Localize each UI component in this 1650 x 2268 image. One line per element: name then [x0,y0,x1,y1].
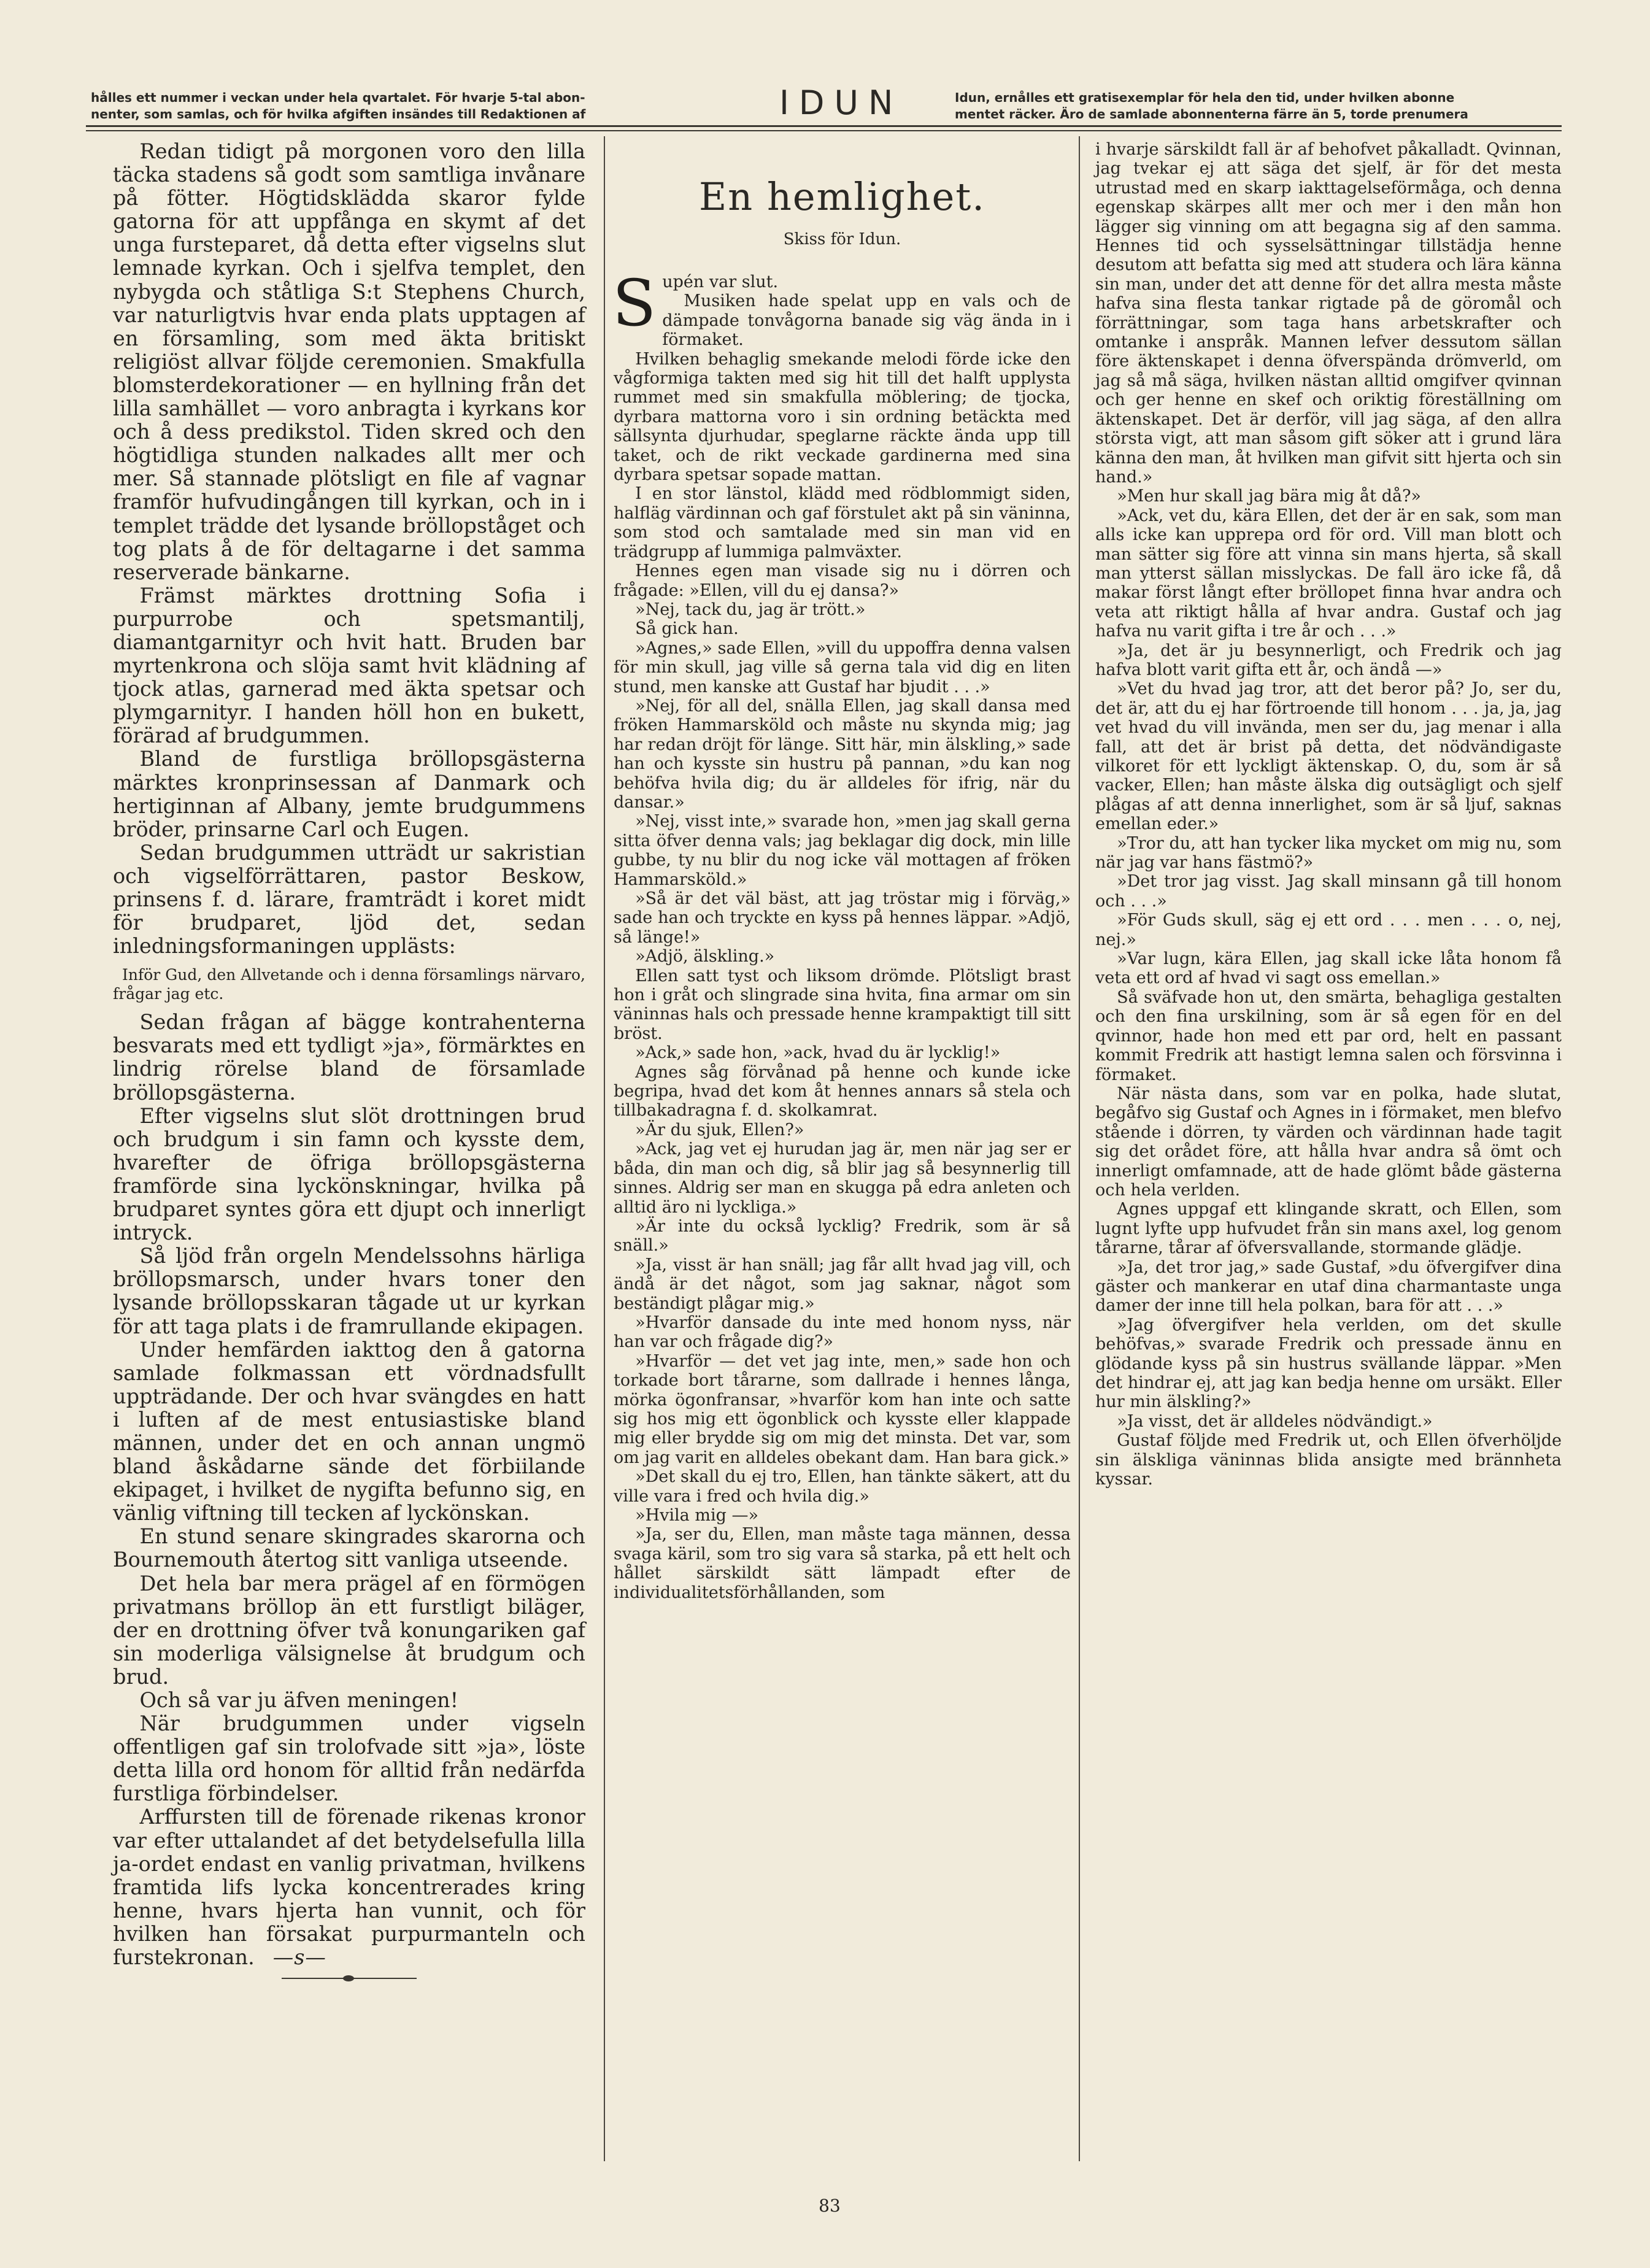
paragraph: »Tror du, att han tycker lika mycket om mig nu, som när jag var hans fästmö?» [1095,833,1562,873]
paragraph: Så gick han. [635,619,739,639]
paragraph: Redan tidigt på morgonen voro den lilla täcka stadens så godt som samtliga invånare på fötter. Högtidsklädda skaror fylde gatorna för att uppfånga en skymt af det unga fursteparet, då detta efter vigselns slut lemnade kyrkan. Och i sjelfva templet, den nybygda och ståtliga S:t Stephens Church, var naturligtvis hvar enda plats upptagen af en församling, som med äkta britiskt religiöst allvar följde ceremonien. Smakfulla blomsterdekorationer — en hyllning från det lilla samhället — voro anbragta i kyrkans kor och å dess predikstol. Tiden skred och den högtidliga stunden nalkades allt mer och mer. Så stannade plötsligt en file af vagnar framför hufvudingången till kyrkan, och in i templet trädde det lysande bröllopståget och tog plats å de för deltagarne i det samma reserverade bänkarne. [113,139,585,584]
drop-cap: S [612,266,657,341]
story-title: En hemlighet. [699,174,985,219]
paragraph: »Ack, jag vet ej hurudan jag är, men när jag ser er båda, din man och dig, så blir jag så besynnerlig till sinnes. Aldrig ser man en skugga på edra anleten och alltid äro ni lyckliga.» [614,1140,1071,1217]
paragraph: Musiken hade spelat upp en vals och de dämpade tonvågorna banade sig väg ända in i förmaket. [662,291,1071,350]
paragraph: Efter vigselns slut slöt drottningen brud och brudgum i sin famn och kysste dem, hvarefter de öfriga bröllopsgästerna framförde sina lyckönskningar, hvilka på brudparet syntes göra ett djupt och innerligt intryck. [113,1103,585,1245]
paragraph: »Hvarför dansade du inte med honom nyss, när han var och frågade dig?» [614,1313,1071,1352]
paragraph: När nästa dans, som var en polka, hade slutat, begåfvo sig Gustaf och Agnes in i förmaket, men blefvo stående i dörren, ty värden och värdinnan hade tagit sig det orådet före, att hålla hvar andra så ömt och innerligt omfamnade, att de hade glömt både gästerna och hela verlden. [1095,1084,1562,1200]
paragraph: »Men hur skall jag bära mig åt då?» [1117,487,1421,506]
paragraph: Agnes såg förvånad på henne och kunde icke begripa, hvad det kom åt hennes annars så stela och tillbakadragna f. d. skolkamrat. [614,1062,1071,1120]
paragraph: »Var lugn, kära Ellen, jag skall icke låta honom få veta ett ord af hvad vi sagt oss emellan.» [1095,949,1562,988]
opening-text: upén var slut. [662,272,779,291]
paragraph: »Hvila mig —» [635,1506,758,1525]
paragraph: Och så var ju äfven meningen! [139,1688,459,1712]
paragraph: Agnes uppgaf ett klingande skratt, och Ellen, som lugnt lyfte upp hufvudet från sin mans axel, log genom tårarne, tårar af öfversvallande, stormande glädje. [1095,1200,1562,1258]
vow-quote: Inför Gud, den Allvetande och i denna församlings närvaro, frågar jag etc. [113,966,585,1003]
paragraph: »För Guds skull, säg ej ett ord . . . men . . . o, nej, nej.» [1095,911,1562,949]
column-3-story-continued [1095,140,1562,1489]
paragraph: »Det tror jag visst. Jag skall minsann gå till honom och . . .» [1095,872,1562,911]
paragraph: Så sväfvade hon ut, den smärta, behagliga gestalten och den fina urskilning, som är så egen för en del qvinnor, hade hon med ett par ord, helt en passant kommit Fredrik att hastigt lemna salen och försvinna i förmaket. [1095,987,1562,1084]
paragraph: »Ja, visst är han snäll; jag får allt hvad jag vill, och ändå är det något, som jag saknar, något som beständigt plågar mig.» [614,1255,1071,1313]
paragraph: Det hela bar mera prägel af en förmögen privatmans bröllop än ett furstligt biläger, der en drottning öfver två konungariken gaf sin moderliga välsignelse åt brudgum och brud. [113,1571,585,1689]
paragraph: »Det skall du ej tro, Ellen, han tänkte säkert, att du ville vara i fred och hvila dig.» [614,1467,1071,1506]
article-end-ornament [282,1978,417,1979]
paragraph: »Adjö, älskling.» [635,947,775,966]
paragraph: »Så är det väl bäst, att jag tröstar mig i förväg,» sade han och tryckte en kyss på hennes läppar. »Adjö, så länge!» [614,889,1071,947]
header-rule-thin [86,130,1562,131]
paragraph: »Ja, ser du, Ellen, man måste taga männen, dessa svaga käril, som tro sig vara så starka, på ett helt och hållet särskildt sätt lämpadt efter de individualitetsförhållanden, som [614,1525,1071,1602]
paragraph: »Ja visst, det är alldeles nödvändigt.» [1117,1411,1433,1431]
paragraph: Gustaf följde med Fredrik ut, och Ellen öfverhöljde sin älskliga väninnas blida ansigte med brännheta kyssar. [1095,1431,1562,1489]
paragraph: »Hvarför — det vet jag inte, men,» sade hon och torkade bort tårarne, som dallrade i hennes långa, mörka ögonfransar, »hvarför kom han inte och satte sig hos mig ett ögonblick och kysste eller klappade mig eller brydde sig om mig det minsta. Det var, som om jag varit en alldeles obekant dam. Han bara gick.» [614,1351,1071,1467]
header-left-line-2: nenter, som samlas, och för hvilka afgiften insändes till Redaktionen af [91,107,586,122]
header-left-line-1: hålles ett nummer i veckan under hela qvartalet. För hvarje 5-tal abon- [91,90,585,105]
paragraph: Hennes egen man visade sig nu i dörren och frågade: »Ellen, vill du ej dansa?» [614,561,1071,600]
masthead-title: IDUN [779,83,903,122]
paragraph: En stund senare skingrades skarorna och Bournemouth återtog sitt vanliga utseende. [113,1524,585,1572]
paragraph: Bland de furstliga bröllopsgästerna märktes kronprinsessan af Danmark och hertiginnan af Albany, jemte brudgummens bröder, prinsarne Carl och Eugen. [113,747,585,841]
paragraph: i hvarje särskildt fall är af behofvet påkalladt. Qvinnan, jag tvekar ej att säga det sjelf, är för det mesta utrustad med en skarp iakttagelseförmåga, och denna egenskap skärpes allt mer och mer i den mån hon lägger sig vinning om att begagna sig af den samma. Hennes tid och sysselsättningar tillstädja henne desutom att befatta sig med att studera och lära känna sin man, under det att denne för det allra mesta måste hafva sina flesta tankar rigtade på de göromål och förrättningar, som taga hans arbetskrafter och omtanke i anspråk. Mannen lefver dessutom sällan före äktenskapet i denna öfverspända drömverld, om jag så må säga, hvilken nästan alltid omgifver qvinnan och ger henne en skef och oriktig föreställning om äktenskapet. Det är derför, vill jag säga, af den allra största vigt, att man såsom gift söker att i grund lära känna den man, åt hvilken man gifvit sitt hjerta och sin hand.» [1095,140,1562,487]
column-divider-1 [604,136,605,2161]
paragraph: Främst märktes drottning Sofia i purpurrobe och spetsmantilj, diamantgarnityr och hvit hatt. Bruden bar myrtenkrona och slöja samt hvit klädning af tjock atlas, garnerad med äkta spetsar och plymgarnityr. I handen höll hon en bukett, förärad af brudgummen. [113,583,585,748]
header-left-notice [91,90,585,123]
header-right-line-2: mentet räcker. Äro de samlade abonnenterna färre än 5, torde prenumera [955,107,1468,122]
paragraph [113,1805,585,1969]
paragraph: »Är inte du också lycklig? Fredrik, som är så snäll.» [614,1216,1071,1256]
paragraph: Så ljöd från orgeln Mendelssohns härliga bröllopsmarsch, under hvars toner den lysande bröllopsskaran tågade ut ur kyrkan för att taga plats i de framrullande ekipagen. [113,1244,585,1338]
paragraph: »Ja, det är ju besynnerligt, och Fredrik och jag hafva blott varit gifta ett år, och ändå —» [1095,641,1562,679]
paragraph: Under hemfärden iakttog den å gatorna samlade folkmassan ett vördnadsfullt uppträdande. Der och hvar svängdes en hatt i luften af de mest entusiastiske bland männen, under det en och annan ungmö bland åskådarne sände det förbiilande ekipaget, i hvilket de nygifta befunno sig, en vänlig viftning till tecken af lyckönskan. [113,1337,585,1526]
paragraph: »Vet du hvad jag tror, att det beror på? Jo, ser du, det är, att du ej har förtroende till honom . . . ja, ja, jag vet hvad du vill invända, men ser du, jag menar i alla fall, att det är brist på detta, det nödvändigaste vilkoret för ett lyckligt äktenskap. O, du, som är så vacker, Ellen; han måste älska dig outsägligt och sjelf plågas af att denna innerlighet, som är så ljuf, saknas emellan eder.» [1095,679,1562,834]
paragraph: »Jag öfvergifver hela verlden, om det skulle behöfvas,» svarade Fredrik och pressade ännu en glödande kyss på sin hustrus svällande läppar. »Men det hindrar ej, att jag kan bedja henne om ursäkt. Eller hur min älskling?» [1095,1315,1562,1412]
paragraph: »Nej, visst inte,» svarade hon, »men jag skall gerna sitta öfver denna vals; jag beklagar dig dock, min lille gubbe, ty nu blir du nog icke väl mottagen af fröken Hammarsköld.» [614,812,1071,889]
paragraph: »Nej, för all del, snälla Ellen, jag skall dansa med fröken Hammarsköld och måste nu skynda mig; jag har redan dröjt för länge. Sitt här, min älskling,» sade han och kysste sin hustru på pannan, »du kan nog behöfva hvila dig; du är alldeles för ifrig, när du dansar.» [614,696,1071,812]
page-number: 83 [819,2196,841,2216]
paragraph: »Ack,» sade hon, »ack, hvad du är lycklig!» [635,1043,1001,1063]
header-rule-thick [86,125,1562,127]
header-right-notice [955,90,1468,123]
author-signature: —s— [272,1945,326,1970]
paragraph-text: Arffursten till de förenade rikenas kronor var efter uttalandet af det betydelsefulla lilla ja-ordet endast en vanlig privatman, hvilkens framtida lifs lycka koncentrerades kring henne, hvars hjerta han vunnit, och för hvilken han försakat purpurmanteln och furstekronan. [113,1805,585,1970]
paragraph: I en stor länstol, klädd med rödblommigt siden, halfläg värdinnan och gaf förstulet akt på sin väninna, som stod och samtalade med sin man vid en trädgrupp af lummiga palmväxter. [614,484,1071,561]
paragraph: Ellen satt tyst och liksom drömde. Plötsligt brast hon i gråt och slingrade sina hvita, fina armar om sin väninnas hals och pressade henne krampaktigt till sitt bröst. [614,966,1071,1043]
paragraph: Sedan brudgummen utträdt ur sakristian och vigselförrättaren, pastor Beskow, prinsens f. d. lärare, framträdt i koret midt för brudparet, ljöd det, sedan inledningsformaningen upplästs: [113,840,585,958]
column-divider-2 [1079,136,1080,2161]
paragraph: Hvilken behaglig smekande melodi förde icke den vågformiga takten med sig hit till det halft upplysta rummet med sin smakfulla möblering; de tjocka, dyrbara mattorna voro i sin ordning betäckta med sällsynta djurhudar, speglarne räckte ända upp till taket, och de rikt veckade gardinerna med sina dyrbara spetsar sopade mattan. [614,349,1071,485]
paragraph: När brudgummen under vigseln offentligen gaf sin trolofvade sitt »ja», löste detta lilla ord honom för alltid från nedärfda furstliga förbindelser. [113,1711,585,1806]
story-subtitle: Skiss för Idun. [783,230,901,249]
paragraph: »Ja, det tror jag,» sade Gustaf, »du öfvergifver dina gäster och mankerar en utaf dina charmantaste unga damer der inne till hela polkan, bara för att . . .» [1095,1257,1562,1316]
paragraph: »Agnes,» sade Ellen, »vill du uppoffra denna valsen för min skull, jag ville så gerna tala vid dig en liten stund, men kanske att Gustaf har bjudit . . .» [614,638,1071,696]
header-right-line-1: Idun, ernålles ett gratisexemplar för hela den tid, under hvilken abonne [955,90,1455,105]
paragraph: »Är du sjuk, Ellen?» [635,1120,804,1140]
column-2-story [614,145,1071,1602]
paragraph: Sedan frågan af bägge kontrahenterna besvarats med ett tydligt »ja», förmärktes en lindrig rörelse bland de församlade bröllopsgästerna. [113,1010,585,1105]
column-1-wedding-report [113,140,585,1979]
paragraph: »Nej, tack du, jag är trött.» [635,600,866,619]
paragraph: »Ack, vet du, kära Ellen, det der är en sak, som man alls icke kan upprepa ord för ord. Vill man blott och man sätter sig före att vinna sin mans hjerta, så skall man ytterst sällan misslyckas. De fall äro icke få, då makar först långt efter bröllopet finna hvar andra och veta att riktigt hålla af hvar andra. Gustaf och jag hafva nu varit gifta i tre år och . . .» [1095,506,1562,641]
